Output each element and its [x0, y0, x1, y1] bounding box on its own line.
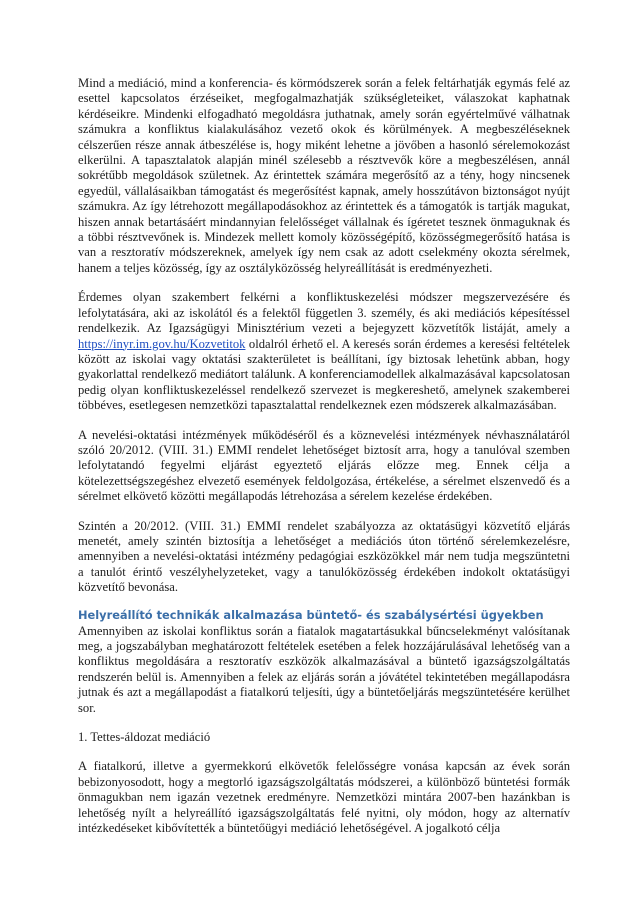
section-heading: Helyreállító technikák alkalmazása büntető- és szabálysértési ügyekben	[78, 607, 544, 622]
paragraph-emmi-decree: A nevelési-oktatási intézmények működéséről és a köznevelési intézmények névhasználatáról szóló 20/2012. (VIII. 31.) EMMI rendelet lehetőséget biztosít arra, hogy a tanulóval szemben lefolytatandó fegyelmi eljárást egyeztető eljárás előzze meg. Ennek célja a kötelezettségszegéshez elvezető események feldolgozása, értékelése, a sérelmet elszenvedő és a sérelmet elkövető közötti megállapodás létrehozása a sérelem kezelése érdekében.	[78, 427, 570, 504]
subsection-heading: 1. Tettes-áldozat mediáció	[78, 730, 211, 745]
mediator-registry-link[interactable]: https://inyr.im.gov.hu/Kozvetitok	[78, 336, 246, 351]
paragraph-criminal-cases: Amennyiben az iskolai konfliktus során a fiatalok magatartásukkal bűncselekményt valósítanak meg, a jogszabályban meghatározott feltételek esetében a felek hozzájárulásával lehetőség van a konfliktus megoldására a resztoratív eszközök alkalmazásával a büntető igazságszolgáltatás rendszerén belül is. Amennyiben a felek az eljárás során a jóvátétel tekintetében megállapodásra jutnak és azt a megállapodást a fiatalkorú teljesíti, úgy a büntetőeljárás megszüntetésére kerülhet sor.	[78, 623, 570, 715]
paragraph-mediator-selection	[78, 290, 570, 413]
paragraph-text: oldalról érhető el. A keresés során érdemes a keresési feltételek között az iskolai vagy oktatási szakterületet is beállítani, így biztosak lehetünk abban, hogy gyakorlattal rendelkező mediátort találunk. A konferenciamodellek alkalmazásával kapcsolatosan pedig olyan konfliktuskezeléssel rendelkező szervezet is megkereshető, amelynek szakemberei többéves, esetlegesen nemzetközi tapasztalattal rendelkeznek ezen módszerek alkalmazásában.	[78, 336, 570, 413]
paragraph-education-mediation: Szintén a 20/2012. (VIII. 31.) EMMI rendelet szabályozza az oktatásügyi közvetítő eljárás menetét, amely szintén biztosítja a lehetőséget a mediációs úton történő sérelemkezelésre, amennyiben a nevelési-oktatási intézmény pedagógiai eszközökkel már nem tudja megszüntetni a tanulót érintő veszélyhelyzeteket, vagy a tanulóközösség érdekében indokolt oktatásügyi közvetítő bevonása.	[78, 518, 570, 595]
paragraph-mediation-benefits: Mind a mediáció, mind a konferencia- és körmódszerek során a felek feltárhatják egymás felé az esettel kapcsolatos érzéseiket, megfogalmazhatják szükségleteiket, válaszokat kaphatnak kérdéseikre. Mindenki elfogadható megoldásra juthatnak, amely során egyértelművé válhatnak számukra a konfliktus kialakulásához vezető okok és körülmények. A megbeszéléseknek célszerűen része annak átbeszélése is, hogy miként lehetne a jövőben a hasonló sérelemokozást elkerülni. A tapasztalatok alapján minél szélesebb a résztvevők köre a megbeszélésen, annál sokrétűbb megoldások születnek. Az érintettek számára megerősítő az a tény, hogy nincsenek egyedül, vállalásaikban támogatást és megerősítést kapnak, amely hosszútávon biztonságot nyújt számukra. Az így létrehozott megállapodásokhoz az érintettek és a támogatók is tartják magukat, hiszen annak betartásáért mindannyian felelősséget vállalnak és ígéretet tesznek önmaguknak és a többi résztvevőnek is. Mindezek mellett komoly közösségépítő, közösségmegerősítő hatása is van a resztoratív módszereknek, amelyek így nem csak az adott cselekmény okozta sérelmek, hanem a teljes közösség, így az osztályközösség helyreállítását is eredményezheti.	[78, 76, 570, 275]
paragraph-juvenile-offenders: A fiatalkorú, illetve a gyermekkorú elkövetők felelősségre vonása kapcsán az évek során bebizonyosodott, hogy a megtorló igazságszolgáltatás módszerei, a különböző büntetési formák önmagukban nem igazán vezetnek eredményre. Nemzetközi mintára 2007-ben hazánkban is lehetőség nyílt a helyreállító igazságszolgáltatás felé nyitni, oly módon, hogy az alternatív intézkedéseket kibővítették a büntetőügyi mediáció lehetőségével. A jogalkotó célja	[78, 759, 570, 836]
paragraph-text: Érdemes olyan szakembert felkérni a konfliktuskezelési módszer megszervezésére és lefolytatására, aki az iskolától és a felektől független 3. személy, és aki mediációs képesítéssel rendelkezik. Az Igazságügyi Minisztérium vezeti a bejegyzett közvetítők listáját, amely a	[78, 290, 570, 336]
